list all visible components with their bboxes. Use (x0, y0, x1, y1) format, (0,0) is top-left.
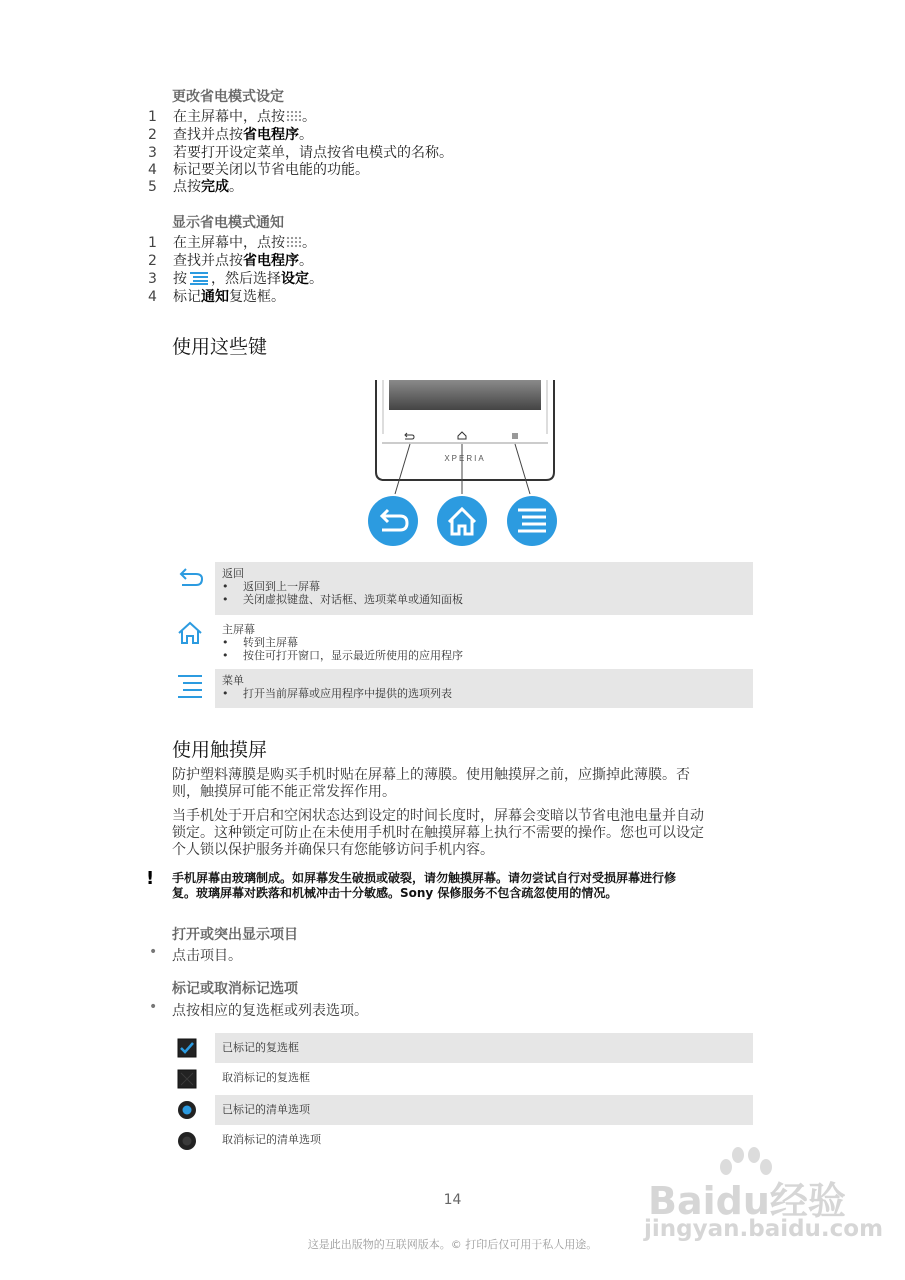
step-text-end: 。 (302, 109, 316, 125)
step-number: 1 (148, 109, 157, 125)
section-title-power-notification: 显示省电模式通知 (172, 215, 284, 231)
step-number: 4 (148, 162, 157, 178)
radio-row-checked: 已标记的清单选项 (215, 1095, 753, 1125)
warning-note: 手机屏幕由玻璃制成。如屏幕发生破损或破裂，请勿触摸屏幕。请勿尝试自行对受损屏幕进行修 复。玻璃屏幕对跌落和机械冲击十分敏感。Sony 保修服务不包含疏忽使用的情况。 (172, 871, 677, 900)
step-number: 2 (148, 127, 157, 143)
section-title-power-settings: 更改省电模式设定 (172, 89, 284, 105)
step-text: 查找并点按 (173, 127, 243, 143)
back-key-callout-icon (368, 496, 418, 546)
step-number: 4 (148, 289, 157, 305)
step-row (148, 234, 316, 252)
step-text: 若要打开设定菜单，请点按省电模式的名称。 (173, 145, 453, 161)
step-number: 3 (148, 145, 157, 161)
step-text-end: 。 (302, 235, 316, 251)
step-number: 1 (148, 235, 157, 251)
bullet-text: 点击项目。 (172, 948, 242, 964)
step-number: 3 (148, 271, 157, 287)
key-title: 主屏幕 (222, 623, 255, 636)
step-number: 5 (148, 179, 157, 195)
step-text-end: 。 (309, 271, 323, 287)
section-title-keys: 使用这些键 (172, 336, 268, 358)
step-row (148, 178, 243, 196)
step-row (148, 161, 369, 179)
step-bold-text: 通知 (201, 289, 229, 305)
step-row (148, 144, 453, 162)
home-key-callout-icon (437, 496, 487, 546)
step-text: 点按 (173, 179, 201, 195)
key-bullet: • 按住可打开窗口，显示最近所使用的应用程序 (222, 649, 463, 662)
menu-key-callout-icon (507, 496, 557, 546)
checked-checkbox-icon (177, 1038, 197, 1058)
app-grid-icon (286, 236, 301, 248)
paragraph-screen-lock: 当手机处于开启和空闲状态达到设定的时间长度时，屏幕会变暗以节省电池电量并自动 锁定。这种锁定可防止在未使用手机时在触摸屏幕上执行不需要的操作。您也可以设定 个人锁以保护服务并确保只有您能够访问手机内容。 (172, 808, 704, 858)
unchecked-checkbox-icon (177, 1069, 197, 1089)
unchecked-radio-icon (177, 1131, 197, 1151)
section-title-open-items: 打开或突出显示项目 (172, 927, 298, 943)
phone-brand-label: XPERIA (444, 454, 486, 463)
step-text-end: 。 (299, 253, 313, 269)
baidu-watermark-url: jingyan.baidu.com (644, 1216, 884, 1242)
step-text: 按 (173, 271, 187, 287)
step-bold-text: 省电程序 (243, 127, 299, 143)
key-bullet: • 关闭虚拟键盘、对话框、选项菜单或通知面板 (222, 593, 463, 606)
page-number: 14 (443, 1192, 462, 1208)
baidu-watermark: Baidu经验 (648, 1179, 846, 1223)
menu-icon (176, 673, 206, 699)
step-row (148, 288, 285, 306)
step-text: 标记 (173, 289, 201, 305)
paragraph-protective-film: 防护塑料薄膜是购买手机时贴在屏幕上的薄膜。使用触摸屏之前，应撕掉此薄膜。否 则，触摸屏可能不能正常发挥作用。 (172, 767, 690, 800)
back-icon (176, 567, 206, 593)
app-grid-icon (286, 110, 301, 122)
key-row-back (215, 562, 753, 615)
step-text-end: 。 (229, 179, 243, 195)
step-text-end: 。 (299, 127, 313, 143)
section-title-mark-items: 标记或取消标记选项 (172, 981, 298, 997)
step-text: 在主屏幕中，点按 (173, 109, 285, 125)
step-bold-text: 设定 (281, 271, 309, 287)
step-text: 标记要关闭以节省电能的功能。 (173, 162, 369, 178)
key-bullet: • 打开当前屏幕或应用程序中提供的选项列表 (222, 687, 452, 700)
phone-keys-illustration (360, 376, 570, 551)
step-number: 2 (148, 253, 157, 269)
key-bullet: • 返回到上一屏幕 (222, 580, 320, 593)
copyright-note: 这是此出版物的互联网版本。© 打印后仅可用于私人用途。 (307, 1238, 598, 1251)
key-title: 返回 (222, 567, 244, 580)
step-text: 查找并点按 (173, 253, 243, 269)
key-bullet: • 转到主屏幕 (222, 636, 298, 649)
step-row (148, 270, 323, 288)
checked-radio-icon (177, 1100, 197, 1120)
radio-row-unchecked: 取消标记的清单选项 (222, 1133, 321, 1146)
checkbox-row-unchecked: 取消标记的复选框 (222, 1071, 310, 1084)
menu-icon (189, 271, 209, 285)
step-bold-text: 完成 (201, 179, 229, 195)
step-row (148, 126, 313, 144)
bullet-text: 点按相应的复选框或列表选项。 (172, 1003, 368, 1019)
key-row-menu (215, 669, 753, 708)
bullet-dot: • (149, 944, 158, 960)
step-text-end: 复选框。 (229, 289, 285, 305)
warning-icon: ! (146, 868, 155, 889)
step-row (148, 252, 313, 270)
step-text: 在主屏幕中，点按 (173, 235, 285, 251)
section-title-touchscreen: 使用触摸屏 (172, 739, 268, 761)
checkbox-row-checked: 已标记的复选框 (215, 1033, 753, 1063)
key-title: 菜单 (222, 674, 244, 687)
home-icon (176, 620, 206, 646)
bullet-dot: • (149, 999, 158, 1015)
step-text-mid: ，然后选择 (211, 271, 281, 287)
step-row (148, 108, 316, 126)
key-row-home (215, 618, 753, 666)
step-bold-text: 省电程序 (243, 253, 299, 269)
